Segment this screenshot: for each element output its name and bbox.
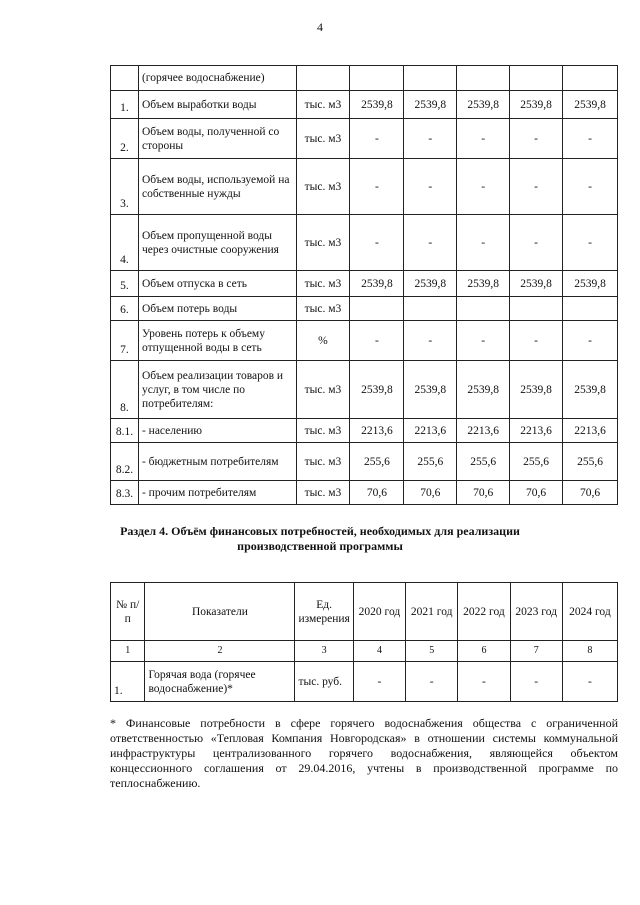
value-2022: 2213,6 bbox=[457, 419, 510, 443]
value-2024: - bbox=[563, 215, 618, 271]
table-header-row bbox=[111, 583, 618, 641]
row-number: 8. bbox=[111, 361, 139, 419]
indicator-name: Объем потерь воды bbox=[138, 297, 296, 321]
row-number: 8.3. bbox=[111, 481, 139, 505]
value-2021: 70,6 bbox=[404, 481, 457, 505]
value-2021: 255,6 bbox=[404, 443, 457, 481]
table-row bbox=[111, 119, 618, 159]
indicator-name: Объем воды, полученной со стороны bbox=[138, 119, 296, 159]
row-number: 2. bbox=[111, 119, 139, 159]
value-2020: 2539,8 bbox=[350, 91, 404, 119]
value-2022: 2539,8 bbox=[457, 91, 510, 119]
row-number: 5. bbox=[111, 271, 139, 297]
value-2020: 2213,6 bbox=[350, 419, 404, 443]
value-2023: - bbox=[510, 321, 563, 361]
table-row bbox=[111, 91, 618, 119]
value-2024: - bbox=[563, 321, 618, 361]
value-2020: 70,6 bbox=[350, 481, 404, 505]
indicator-name: Объем воды, используемой на собственные нужды bbox=[138, 159, 296, 215]
value-2023: 2539,8 bbox=[510, 271, 563, 297]
indicator-name: - прочим потребителям bbox=[138, 481, 296, 505]
value-2021: - bbox=[404, 159, 457, 215]
indicator-name: Горячая вода (горячее водоснабжение)* bbox=[145, 662, 295, 702]
column-header: 2022 год bbox=[458, 583, 510, 641]
financial-needs-table bbox=[110, 582, 618, 702]
column-index: 3 bbox=[295, 641, 353, 662]
production-volume-table bbox=[110, 65, 618, 505]
value-2020: 255,6 bbox=[350, 443, 404, 481]
value-2021: - bbox=[404, 119, 457, 159]
indicator-name: Объем пропущенной воды через очистные сооружения bbox=[138, 215, 296, 271]
unit-cell: тыс. м3 bbox=[296, 91, 350, 119]
row-number: 6. bbox=[111, 297, 139, 321]
value-2023: - bbox=[510, 119, 563, 159]
value-2021: - bbox=[404, 215, 457, 271]
table-row bbox=[111, 66, 618, 91]
table-row bbox=[111, 159, 618, 215]
value-2022: - bbox=[457, 119, 510, 159]
table-row bbox=[111, 297, 618, 321]
value-2020: - bbox=[350, 215, 404, 271]
unit-cell: тыс. м3 bbox=[296, 119, 350, 159]
value-2024: 255,6 bbox=[563, 443, 618, 481]
value-2022: - bbox=[457, 159, 510, 215]
value-2022: - bbox=[457, 321, 510, 361]
indicator-name: Объем реализации товаров и услуг, в том числе по потребителям: bbox=[138, 361, 296, 419]
value-2024: 2213,6 bbox=[563, 419, 618, 443]
value-2023: - bbox=[510, 159, 563, 215]
row-number: 1. bbox=[111, 662, 145, 702]
unit-cell: тыс. м3 bbox=[296, 419, 350, 443]
indicator-name: - населению bbox=[138, 419, 296, 443]
value-2022: 2539,8 bbox=[457, 361, 510, 419]
row-number: 8.2. bbox=[111, 443, 139, 481]
value-2024: 2539,8 bbox=[563, 361, 618, 419]
value-2024: 2539,8 bbox=[563, 91, 618, 119]
value-2020: 2539,8 bbox=[350, 361, 404, 419]
table-row bbox=[111, 443, 618, 481]
section-title: Раздел 4. Объём финансовых потребностей, необходимых для реализации производственной программы bbox=[120, 524, 520, 553]
value-2024: 2539,8 bbox=[563, 271, 618, 297]
table-row bbox=[111, 662, 618, 702]
value-2023: - bbox=[510, 662, 562, 702]
header-continuation: (горячее водоснабжение) bbox=[138, 66, 296, 91]
value-2024: - bbox=[563, 119, 618, 159]
row-number: 1. bbox=[111, 91, 139, 119]
column-header: 2021 год bbox=[406, 583, 458, 641]
column-index: 6 bbox=[458, 641, 510, 662]
unit-cell: тыс. м3 bbox=[296, 215, 350, 271]
row-number: 3. bbox=[111, 159, 139, 215]
column-index: 2 bbox=[145, 641, 295, 662]
column-header: 2023 год bbox=[510, 583, 562, 641]
value-2021: - bbox=[406, 662, 458, 702]
column-index: 4 bbox=[353, 641, 405, 662]
indicator-name: - бюджетным потребителям bbox=[138, 443, 296, 481]
column-index: 5 bbox=[406, 641, 458, 662]
value-2023: 255,6 bbox=[510, 443, 563, 481]
value-2021 bbox=[404, 297, 457, 321]
column-header: Показатели bbox=[145, 583, 295, 641]
footnote: * Финансовые потребности в сфере горячего водоснабжения общества с ограниченной ответственностью «Тепловая Компания Новгородская» в отношении системы коммунальной инфраструктуры централизованного горячего водоснабжения, являющейся объектом концессионного соглашения от 29.04.2016, учтены в производственной программе по теплоснабжению. bbox=[110, 716, 618, 790]
unit-cell: тыс. м3 bbox=[296, 443, 350, 481]
value-2023: 2539,8 bbox=[510, 361, 563, 419]
table-row bbox=[111, 481, 618, 505]
column-index-row bbox=[111, 641, 618, 662]
value-2020: - bbox=[350, 159, 404, 215]
indicator-name: Объем отпуска в сеть bbox=[138, 271, 296, 297]
value-2024: 70,6 bbox=[563, 481, 618, 505]
value-2020: - bbox=[350, 119, 404, 159]
unit-cell: тыс. м3 bbox=[296, 361, 350, 419]
value-2023: 2539,8 bbox=[510, 91, 563, 119]
indicator-name: Объем выработки воды bbox=[138, 91, 296, 119]
column-index: 7 bbox=[510, 641, 562, 662]
value-2021: 2213,6 bbox=[404, 419, 457, 443]
table-row bbox=[111, 321, 618, 361]
table-row bbox=[111, 419, 618, 443]
value-2021: 2539,8 bbox=[404, 91, 457, 119]
value-2022: 70,6 bbox=[457, 481, 510, 505]
value-2024 bbox=[563, 297, 618, 321]
value-2024: - bbox=[562, 662, 617, 702]
table-row bbox=[111, 215, 618, 271]
value-2023: 70,6 bbox=[510, 481, 563, 505]
page-number: 4 bbox=[317, 20, 323, 34]
unit-cell: тыс. м3 bbox=[296, 297, 350, 321]
unit-cell: % bbox=[296, 321, 350, 361]
unit-cell: тыс. м3 bbox=[296, 481, 350, 505]
value-2020: - bbox=[353, 662, 405, 702]
table-row bbox=[111, 271, 618, 297]
value-2022: - bbox=[457, 215, 510, 271]
column-index: 8 bbox=[562, 641, 617, 662]
value-2020: 2539,8 bbox=[350, 271, 404, 297]
column-header: 2024 год bbox=[562, 583, 617, 641]
value-2022 bbox=[457, 297, 510, 321]
value-2023 bbox=[510, 297, 563, 321]
row-number: 8.1. bbox=[111, 419, 139, 443]
unit-cell: тыс. м3 bbox=[296, 159, 350, 215]
value-2023: - bbox=[510, 215, 563, 271]
value-2020 bbox=[350, 297, 404, 321]
table-row bbox=[111, 361, 618, 419]
value-2022: - bbox=[458, 662, 510, 702]
value-2021: 2539,8 bbox=[404, 271, 457, 297]
value-2021: - bbox=[404, 321, 457, 361]
row-number: 4. bbox=[111, 215, 139, 271]
value-2022: 2539,8 bbox=[457, 271, 510, 297]
row-number: 7. bbox=[111, 321, 139, 361]
unit-cell: тыс. руб. bbox=[295, 662, 353, 702]
indicator-name: Уровень потерь к объему отпущенной воды в сеть bbox=[138, 321, 296, 361]
value-2024: - bbox=[563, 159, 618, 215]
value-2023: 2213,6 bbox=[510, 419, 563, 443]
unit-cell: тыс. м3 bbox=[296, 271, 350, 297]
column-header: № п/п bbox=[111, 583, 145, 641]
column-index: 1 bbox=[111, 641, 145, 662]
column-header: 2020 год bbox=[353, 583, 405, 641]
value-2020: - bbox=[350, 321, 404, 361]
column-header: Ед. измерения bbox=[295, 583, 353, 641]
value-2022: 255,6 bbox=[457, 443, 510, 481]
value-2021: 2539,8 bbox=[404, 361, 457, 419]
